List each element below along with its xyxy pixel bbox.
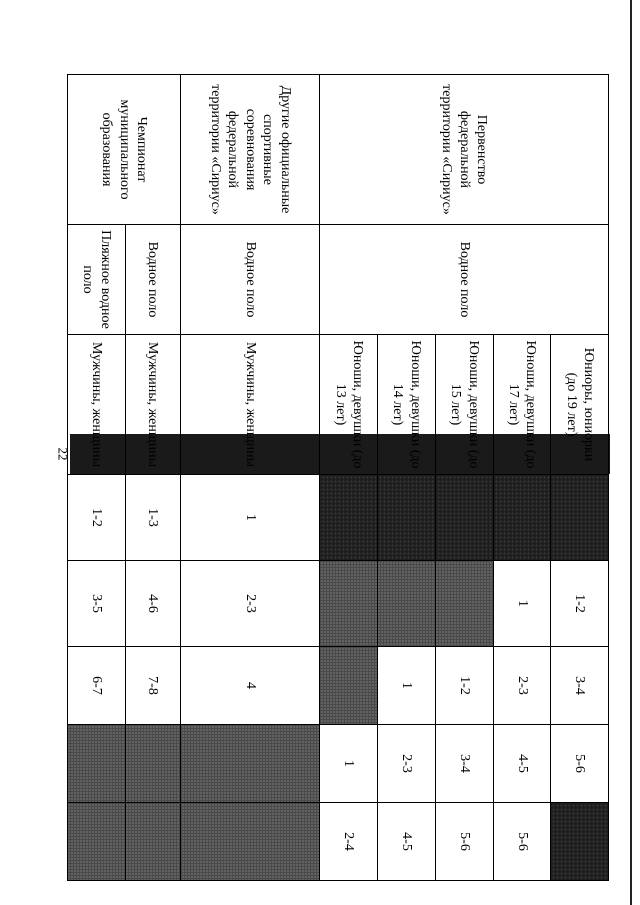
place-cell (320, 475, 378, 561)
group-cell: Юноши, девушки (до 13 лет) (320, 335, 378, 475)
scan-edge (630, 0, 632, 905)
place-cell (125, 725, 180, 803)
place-cell: 1 (180, 475, 320, 561)
place-cell (493, 475, 551, 561)
discipline-cell: Водное поло (320, 225, 609, 335)
discipline-cell: Пляжное водное поло (68, 225, 126, 335)
table-container (67, 74, 609, 880)
place-cell: 4 (180, 647, 320, 725)
place-cell (551, 475, 609, 561)
group-cell: Мужчины, женщины (125, 335, 180, 475)
table-row (180, 75, 320, 881)
place-cell (435, 561, 493, 647)
group-cell: Юниоры, юниорки (до 19 лет) (551, 335, 609, 475)
place-cell (435, 475, 493, 561)
place-cell: 6-7 (68, 647, 126, 725)
table-row (125, 75, 180, 881)
place-cell (180, 725, 320, 803)
place-cell: 1-2 (68, 475, 126, 561)
place-cell: 3-5 (68, 561, 126, 647)
group-cell: Юноши, девушки (до 17 лет) (493, 335, 551, 475)
group-cell: Юноши, девушки (до 15 лет) (435, 335, 493, 475)
table-row (551, 75, 609, 881)
place-cell (320, 561, 378, 647)
place-cell: 4-5 (378, 803, 436, 881)
place-cell: 5-6 (493, 803, 551, 881)
place-cell: 1-3 (125, 475, 180, 561)
qualification-table (67, 74, 609, 881)
place-cell: 1 (378, 647, 436, 725)
discipline-cell: Водное поло (180, 225, 320, 335)
place-cell: 3-4 (435, 725, 493, 803)
place-cell: 3-4 (551, 647, 609, 725)
place-cell (180, 803, 320, 881)
place-cell (551, 803, 609, 881)
competition-cell: Чемпионат муниципального образования (68, 75, 181, 225)
place-cell (68, 803, 126, 881)
place-cell: 2-3 (180, 561, 320, 647)
place-cell: 1 (493, 561, 551, 647)
discipline-cell: Водное поло (125, 225, 180, 335)
place-cell: 5-6 (551, 725, 609, 803)
place-cell: 4-6 (125, 561, 180, 647)
place-cell (68, 725, 126, 803)
place-cell: 2-4 (320, 803, 378, 881)
place-cell: 1-2 (551, 561, 609, 647)
place-cell: 2-3 (493, 647, 551, 725)
place-cell: 1 (320, 725, 378, 803)
place-cell: 7-8 (125, 647, 180, 725)
place-cell: 1-2 (435, 647, 493, 725)
rotated-table (67, 74, 609, 880)
competition-cell: Первенство федеральной территории «Сириус» (320, 75, 609, 225)
place-cell (378, 475, 436, 561)
place-cell: 4-5 (493, 725, 551, 803)
place-cell (378, 561, 436, 647)
competition-cell: Другие официальные спортивные соревнования федеральной территории «Сириус» (180, 75, 320, 225)
place-cell (125, 803, 180, 881)
place-cell: 2-3 (378, 725, 436, 803)
place-cell: 5-6 (435, 803, 493, 881)
page-number: 22 (55, 447, 71, 461)
place-cell (320, 647, 378, 725)
group-cell: Мужчины, женщины (180, 335, 320, 475)
group-cell: Мужчины, женщины (68, 335, 126, 475)
group-cell: Юноши, девушки (до 14 лет) (378, 335, 436, 475)
